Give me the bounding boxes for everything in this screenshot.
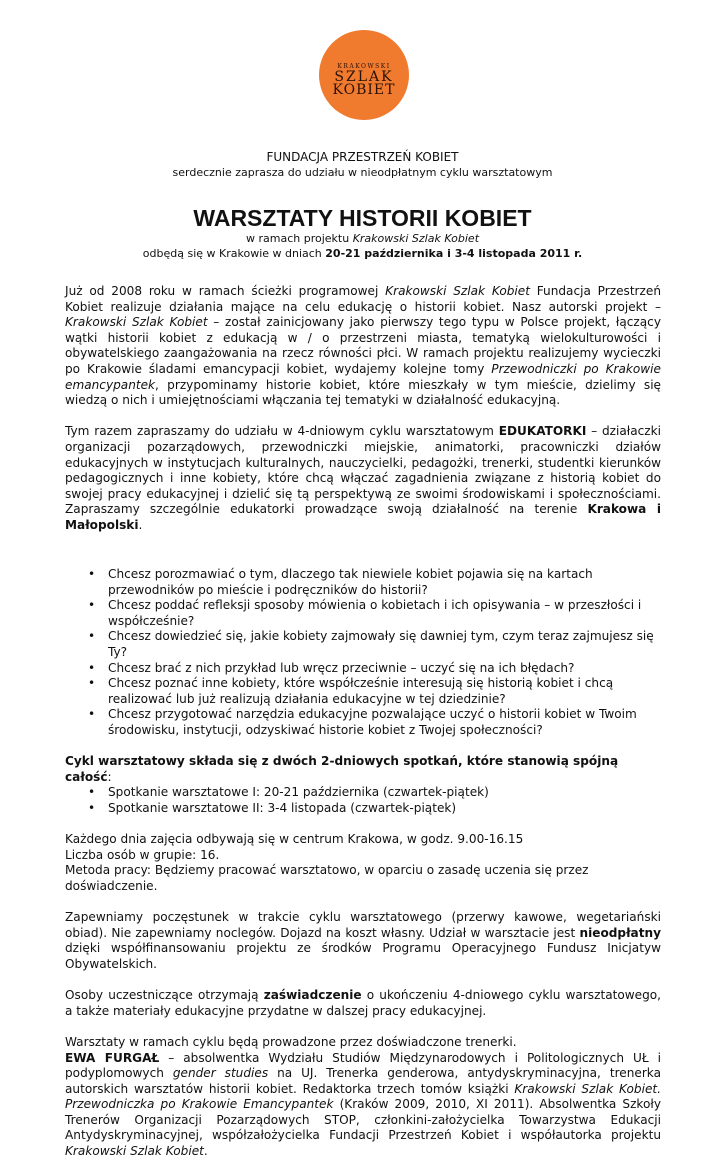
- logo-line-1: KRAKOWSKI: [337, 63, 391, 70]
- list-item: • Chcesz dowiedzieć się, jakie kobiety zajmowały się dawniej tym, czym teraz zajmujesz się Ty?: [108, 629, 661, 660]
- text: .: [138, 517, 143, 532]
- text-bold: EDUKATORKI: [498, 424, 587, 439]
- logo-line-3: KOBIET: [332, 82, 396, 98]
- info-line: Metoda pracy: Będziemy pracować warsztatowo, w oparciu o zasadę uczenia się przez doświadczenie.: [65, 863, 589, 893]
- logo-line-2: SZLAK: [334, 69, 394, 85]
- list-item: • Chcesz porozmawiać o tym, dlaczego tak niewiele kobiet pojawia się na kartach przewodników po mieście i podręczników do historii?: [108, 567, 661, 598]
- text: Już od 2008 roku w ramach ścieżki programowej: [65, 284, 386, 298]
- text-bold: Krakowa i Małopolski: [65, 502, 661, 532]
- list-item: • Chcesz przygotować narzędzia edukacyjne pozwalające uczyć o historii kobiet w Twoim środowisku, instytucji, odzyskiwać historie kobiet z Twojej społeczności?: [108, 707, 661, 738]
- text: dzięki współfinansowaniu projektu ze środków Programu Operacyjnego Fundusz Inicjatyw Obywatelskich.: [65, 941, 661, 971]
- text-italic: Krakowski Szlak Kobiet. Przewodniczka po Krakowie Emancypantek: [65, 1081, 661, 1112]
- cycle-heading: [65, 754, 661, 785]
- text-italic: gender studies: [172, 1066, 269, 1081]
- text: , przypominamy historie kobiet, które mieszkały w tym mieście, dzielimy się wiedzą o nich i umiejętnościami włączania tej tematyki w działalność edukacyjną.: [65, 377, 661, 408]
- invitation-line: serdecznie zaprasza do udziału w nieodpłatnym cyklu warsztatowym: [172, 166, 553, 179]
- project-line: [0, 232, 725, 245]
- dates-line: [0, 247, 725, 260]
- certificate-paragraph: [65, 988, 661, 1019]
- text-italic: Krakowski Szlak Kobiet: [385, 284, 530, 298]
- text: (Kraków 2009, 2010, XI 2011). Absolwentka Szkoły Trenerów Organizacji Pozarządowych STOP, członkini-założycielka Towarzystwa Edukacji Antydyskryminacyjnej, współzałożycielka Fundacji Przestrzeń Kobiet i współautorka projektu: [65, 1097, 661, 1143]
- organization-name: FUNDACJA PRZESTRZEŃ KOBIET: [266, 150, 459, 164]
- text-italic: Krakowski Szlak Kobiet: [65, 1144, 204, 1159]
- text: Zapewniamy poczęstunek w trakcie cyklu warsztatowego (przerwy kawowe, wegetariański obiad). Nie zapewniamy noclegów. Dojazd na koszt własny. Udział w warsztacie jest: [65, 910, 661, 940]
- list-item: • Chcesz poznać inne kobiety, które współcześnie interesują się historią kobiet i chcą realizować lub już realizują działania edukacyjne w tej dziedzinie?: [108, 676, 661, 707]
- list-item: • Chcesz brać z nich przykład lub wręcz przeciwnie – uczyć się na ich błędach?: [108, 661, 661, 677]
- dates-prefix: odbędą się w Krakowie w dniach: [142, 247, 326, 260]
- text: o ukończeniu 4-dniowego cyklu warsztatowego, a także materiały edukacyjne przydatne w dalszej pracy edukacyjnej.: [65, 988, 661, 1018]
- project-name: Krakowski Szlak Kobiet: [352, 232, 480, 245]
- trainers-intro: Warsztaty w ramach cyklu będą prowadzone przez doświadczone trenerki.: [65, 1034, 517, 1049]
- trainer-bio: [65, 1051, 661, 1160]
- audience-paragraph: [65, 424, 661, 533]
- text: Fundacja Przestrzeń Kobiet realizuje działania mające na celu edukację o historii kobiet. Nasz autorski projekt –: [65, 284, 661, 314]
- trainer-name: EWA FURGAŁ: [65, 1050, 160, 1065]
- list-item: • Spotkanie warsztatowe I: 20-21 października (czwartek-piątek): [108, 785, 661, 801]
- text: .: [203, 1144, 208, 1159]
- text: na UJ. Trenerka genderowa, antydyskryminacyjna, trenerka autorskich warsztatów historii kobiet. Redaktorka trzech tomów książki: [65, 1066, 661, 1096]
- text: :: [107, 769, 112, 784]
- questions-list: [65, 567, 661, 739]
- document-body: [65, 284, 661, 1175]
- text: – absolwentka Wydziału Studiów Międzynarodowych i Politologicznych UŁ i podyplomowych: [65, 1050, 661, 1081]
- text-bold: Cykl warsztatowy składa się z dwóch 2-dniowych spotkań, które stanowią spójną całość: [65, 754, 619, 784]
- text: – działaczki organizacji pozarządowych, przewodniczki miejskie, animatorki, pracowniczki działów edukacyjnych w instytucjach kulturalnych, nauczycielki, pedagożki, trenerki, studentki kierunków pedagogicznych i inne kobiety, które chcą włączać zagadnienia związane z historią kobiet do swojej pracy edukacyjnej i dzielić się tą perspektywą ze swoimi środowiskami i społecznościami. Zapraszamy szczególnie edukatorki prowadzące swoją działalność na terenie: [65, 424, 661, 517]
- catering-paragraph: [65, 910, 661, 972]
- krakowski-szlak-kobiet-logo: [319, 30, 409, 120]
- list-item: • Chcesz poddać refleksji sposoby mówienia o kobietach i ich opisywania – w przeszłości i współcześnie?: [108, 598, 661, 629]
- text: Tym razem zapraszamy do udziału w 4-dniowym cyklu warsztatowym: [65, 424, 499, 439]
- dates: 20-21 października i 3-4 listopada 2011 r.: [325, 247, 583, 260]
- text-italic: Przewodniczki po Krakowie emancypantek: [65, 361, 661, 392]
- list-item: • Spotkanie warsztatowe II: 3-4 listopada (czwartek-piątek): [108, 801, 661, 817]
- text-bold: zaświadczenie: [263, 988, 362, 1003]
- meetings-list: [65, 785, 661, 816]
- text: – został zainicjowany jako pierwszy tego typu w Polsce projekt, łączący wątki historii kobiet z edukacją w / o przestrzeni miasta, tematyką wielokulturowości i obywatelskiego zaangażowania na rzecz równości płci. W ramach projektu realizujemy wycieczki po Krakowie śladami emancypacji kobiet, wydajemy kolejne tomy: [65, 315, 661, 376]
- page-title: WARSZTATY HISTORII KOBIET: [193, 205, 532, 231]
- project-prefix: w ramach projektu: [245, 232, 353, 245]
- intro-paragraph: [65, 284, 661, 409]
- text-italic: Krakowski Szlak Kobiet: [65, 315, 208, 330]
- info-line: Liczba osób w grupie: 16.: [65, 847, 220, 862]
- text-bold: nieodpłatny: [579, 925, 661, 940]
- text: Osoby uczestniczące otrzymają: [65, 988, 264, 1003]
- info-line: Każdego dnia zajęcia odbywają się w centrum Krakowa, w godz. 9.00-16.15: [65, 832, 524, 847]
